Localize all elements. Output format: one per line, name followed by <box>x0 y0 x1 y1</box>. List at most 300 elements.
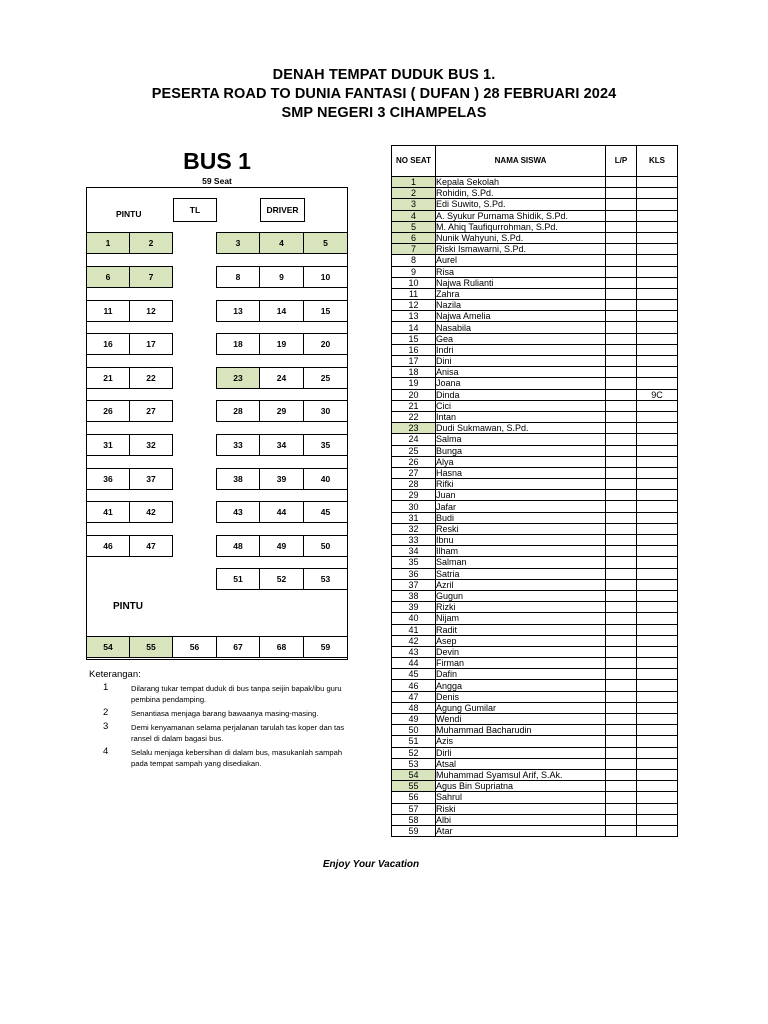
student-name-cell: Zahra <box>436 288 606 299</box>
seat-number-cell: 9 <box>392 266 436 277</box>
student-name-cell: A. Syukur Purnama Shidik, S.Pd. <box>436 210 606 221</box>
seat-number-cell: 29 <box>392 490 436 501</box>
class-cell <box>637 277 678 288</box>
gender-cell <box>606 613 637 624</box>
seat-number-cell: 42 <box>392 635 436 646</box>
gender-cell <box>606 221 637 232</box>
gender-cell <box>606 590 637 601</box>
class-cell <box>637 535 678 546</box>
student-name-cell: Dinda <box>436 389 606 400</box>
seat-number-cell: 14 <box>392 322 436 333</box>
class-cell <box>637 479 678 490</box>
seat-26: 26 <box>86 400 130 422</box>
note-number: 4 <box>103 746 109 757</box>
table-row <box>392 546 678 557</box>
student-name-cell: Ibnu <box>436 535 606 546</box>
seat-21: 21 <box>86 367 130 389</box>
student-name-cell: M. Ahiq Taufiqurrohman, S.Pd. <box>436 221 606 232</box>
class-cell <box>637 255 678 266</box>
class-cell <box>637 333 678 344</box>
class-cell <box>637 579 678 590</box>
class-cell <box>637 244 678 255</box>
table-row <box>392 423 678 434</box>
gender-cell <box>606 669 637 680</box>
seat-number-cell: 56 <box>392 792 436 803</box>
seat-number-cell: 16 <box>392 344 436 355</box>
gender-cell <box>606 378 637 389</box>
student-name-cell: Budi <box>436 512 606 523</box>
header-kls: KLS <box>637 146 678 177</box>
seat-17: 17 <box>129 333 173 355</box>
student-name-cell: Nijam <box>436 613 606 624</box>
seat-number-cell: 30 <box>392 501 436 512</box>
table-row <box>392 501 678 512</box>
seat-16: 16 <box>86 333 130 355</box>
gender-cell <box>606 300 637 311</box>
student-rows <box>392 177 678 837</box>
table-row <box>392 244 678 255</box>
gender-cell <box>606 557 637 568</box>
table-row <box>392 613 678 624</box>
table-row <box>392 288 678 299</box>
seat-55: 55 <box>129 636 173 658</box>
student-name-cell: Joana <box>436 378 606 389</box>
seat-67: 67 <box>216 636 260 658</box>
class-cell <box>637 758 678 769</box>
table-row <box>392 557 678 568</box>
class-cell <box>637 378 678 389</box>
class-cell <box>637 400 678 411</box>
seat-number-cell: 8 <box>392 255 436 266</box>
class-cell <box>637 769 678 780</box>
table-row <box>392 769 678 780</box>
gender-cell <box>606 434 637 445</box>
gender-cell <box>606 624 637 635</box>
gender-cell <box>606 579 637 590</box>
seat-31: 31 <box>86 434 130 456</box>
gender-cell <box>606 658 637 669</box>
seat-number-cell: 12 <box>392 300 436 311</box>
seat-number-cell: 4 <box>392 210 436 221</box>
class-cell <box>637 792 678 803</box>
student-name-cell: Aurel <box>436 255 606 266</box>
table-row <box>392 658 678 669</box>
seat-number-cell: 3 <box>392 199 436 210</box>
seat-number-cell: 57 <box>392 803 436 814</box>
class-cell <box>637 714 678 725</box>
seat-1: 1 <box>86 232 130 254</box>
seat-number-cell: 28 <box>392 479 436 490</box>
gender-cell <box>606 736 637 747</box>
seat-45: 45 <box>303 501 348 523</box>
seat-number-cell: 44 <box>392 658 436 669</box>
seat-38: 38 <box>216 468 260 490</box>
table-row <box>392 568 678 579</box>
seat-9: 9 <box>259 266 304 288</box>
student-name-cell: Denis <box>436 691 606 702</box>
class-cell <box>637 221 678 232</box>
student-name-cell: Firman <box>436 658 606 669</box>
seat-2: 2 <box>129 232 173 254</box>
seat-number-cell: 17 <box>392 356 436 367</box>
class-cell <box>637 311 678 322</box>
seat-49: 49 <box>259 535 304 557</box>
class-cell <box>637 423 678 434</box>
table-row <box>392 535 678 546</box>
class-cell <box>637 669 678 680</box>
class-cell <box>637 199 678 210</box>
seat-number-cell: 18 <box>392 367 436 378</box>
gender-cell <box>606 501 637 512</box>
table-row <box>392 445 678 456</box>
table-row <box>392 266 678 277</box>
seat-number-cell: 33 <box>392 535 436 546</box>
student-name-cell: Agung Gumilar <box>436 702 606 713</box>
table-row <box>392 781 678 792</box>
table-row <box>392 490 678 501</box>
class-cell <box>637 781 678 792</box>
seat-number-cell: 7 <box>392 244 436 255</box>
header-lp: L/P <box>606 146 637 177</box>
seat-number-cell: 32 <box>392 523 436 534</box>
seat-number-cell: 31 <box>392 512 436 523</box>
gender-cell <box>606 467 637 478</box>
gender-cell <box>606 244 637 255</box>
seat-number-cell: 25 <box>392 445 436 456</box>
seat-number-cell: 11 <box>392 288 436 299</box>
seat-number-cell: 48 <box>392 702 436 713</box>
seat-25: 25 <box>303 367 348 389</box>
seat-35: 35 <box>303 434 348 456</box>
student-name-cell: Agus Bin Supriatna <box>436 781 606 792</box>
seat-number-cell: 10 <box>392 277 436 288</box>
gender-cell <box>606 702 637 713</box>
student-name-cell: Sahrul <box>436 792 606 803</box>
seat-number-cell: 35 <box>392 557 436 568</box>
gender-cell <box>606 188 637 199</box>
seat-number-cell: 55 <box>392 781 436 792</box>
note-number: 1 <box>103 682 109 693</box>
student-name-cell: Devin <box>436 646 606 657</box>
class-cell <box>637 344 678 355</box>
student-name-cell: Radit <box>436 624 606 635</box>
seat-number-cell: 26 <box>392 456 436 467</box>
student-name-cell: Asep <box>436 635 606 646</box>
table-row <box>392 479 678 490</box>
seat-13: 13 <box>216 300 260 322</box>
header-title: DENAH TEMPAT DUDUK BUS 1. <box>272 67 496 83</box>
note-item <box>89 683 349 705</box>
seat-52: 52 <box>259 568 304 590</box>
table-row <box>392 255 678 266</box>
gender-cell <box>606 479 637 490</box>
student-name-cell: Reski <box>436 523 606 534</box>
seat-32: 32 <box>129 434 173 456</box>
seat-43: 43 <box>216 501 260 523</box>
student-name-cell: Risa <box>436 266 606 277</box>
student-name-cell: Bunga <box>436 445 606 456</box>
class-cell <box>637 467 678 478</box>
seat-39: 39 <box>259 468 304 490</box>
student-seat-table <box>391 145 678 837</box>
seat-number-cell: 49 <box>392 714 436 725</box>
table-row <box>392 825 678 836</box>
gender-cell <box>606 792 637 803</box>
student-name-cell: Dudi Sukmawan, S.Pd. <box>436 423 606 434</box>
student-name-cell: Rizki <box>436 602 606 613</box>
gender-cell <box>606 367 637 378</box>
student-name-cell: Edi Suwito, S.Pd. <box>436 199 606 210</box>
gender-cell <box>606 769 637 780</box>
front-door-label: PINTU <box>116 209 142 219</box>
class-cell <box>637 680 678 691</box>
seat-12: 12 <box>129 300 173 322</box>
table-row <box>392 434 678 445</box>
seat-number-cell: 37 <box>392 579 436 590</box>
table-row <box>392 456 678 467</box>
table-row <box>392 344 678 355</box>
table-row <box>392 624 678 635</box>
student-name-cell: Rohidin, S.Pd. <box>436 188 606 199</box>
seat-number-cell: 54 <box>392 769 436 780</box>
seat-19: 19 <box>259 333 304 355</box>
student-name-cell: Najwa Rulianti <box>436 277 606 288</box>
gender-cell <box>606 602 637 613</box>
seat-number-cell: 27 <box>392 467 436 478</box>
class-cell <box>637 411 678 422</box>
class-cell: 9C <box>637 389 678 400</box>
class-cell <box>637 747 678 758</box>
student-name-cell: Alya <box>436 456 606 467</box>
table-row <box>392 210 678 221</box>
seat-number-cell: 15 <box>392 333 436 344</box>
gender-cell <box>606 814 637 825</box>
class-cell <box>637 568 678 579</box>
class-cell <box>637 501 678 512</box>
class-cell <box>637 356 678 367</box>
seat-36: 36 <box>86 468 130 490</box>
note-text: Demi kenyamanan selama perjalanan tarulah tas koper dan tas ransel di dalam bagasi bus. <box>131 723 345 743</box>
table-row <box>392 467 678 478</box>
class-cell <box>637 288 678 299</box>
gender-cell <box>606 803 637 814</box>
table-row <box>392 378 678 389</box>
student-name-cell: Angga <box>436 680 606 691</box>
seat-number-cell: 38 <box>392 590 436 601</box>
student-name-cell: Intan <box>436 411 606 422</box>
student-name-cell: Gugun <box>436 590 606 601</box>
class-cell <box>637 546 678 557</box>
table-row <box>392 523 678 534</box>
student-name-cell: Jafar <box>436 501 606 512</box>
gender-cell <box>606 423 637 434</box>
class-cell <box>637 557 678 568</box>
seat-7: 7 <box>129 266 173 288</box>
table-row <box>392 277 678 288</box>
student-name-cell: Najwa Amelia <box>436 311 606 322</box>
header-nama-siswa: NAMA SISWA <box>436 146 606 177</box>
seat-number-cell: 47 <box>392 691 436 702</box>
table-row <box>392 177 678 188</box>
note-number: 3 <box>103 721 109 732</box>
class-cell <box>637 814 678 825</box>
student-name-cell: Atar <box>436 825 606 836</box>
seat-24: 24 <box>259 367 304 389</box>
seat-46: 46 <box>86 535 130 557</box>
table-row <box>392 736 678 747</box>
seat-56: 56 <box>172 636 217 658</box>
table-row <box>392 356 678 367</box>
gender-cell <box>606 568 637 579</box>
table-row <box>392 747 678 758</box>
seat-20: 20 <box>303 333 348 355</box>
student-name-cell: Hasna <box>436 467 606 478</box>
seat-number-cell: 23 <box>392 423 436 434</box>
gender-cell <box>606 344 637 355</box>
seat-number-cell: 36 <box>392 568 436 579</box>
table-row <box>392 322 678 333</box>
student-name-cell: Dirli <box>436 747 606 758</box>
student-name-cell: Riski <box>436 803 606 814</box>
table-row <box>392 646 678 657</box>
table-row <box>392 300 678 311</box>
note-text: Dilarang tukar tempat duduk di bus tanpa seijin bapak/ibu guru pembina pendamping. <box>131 684 342 704</box>
table-row <box>392 512 678 523</box>
gender-cell <box>606 714 637 725</box>
tl-seat: TL <box>173 198 217 222</box>
seat-53: 53 <box>303 568 348 590</box>
table-row <box>392 814 678 825</box>
header-no-seat: NO SEAT <box>392 146 436 177</box>
seat-23: 23 <box>216 367 260 389</box>
gender-cell <box>606 758 637 769</box>
class-cell <box>637 188 678 199</box>
seat-18: 18 <box>216 333 260 355</box>
gender-cell <box>606 199 637 210</box>
seat-number-cell: 50 <box>392 725 436 736</box>
table-row <box>392 188 678 199</box>
class-cell <box>637 658 678 669</box>
gender-cell <box>606 646 637 657</box>
class-cell <box>637 613 678 624</box>
gender-cell <box>606 400 637 411</box>
table-row <box>392 602 678 613</box>
class-cell <box>637 434 678 445</box>
gender-cell <box>606 311 637 322</box>
note-item <box>89 722 349 744</box>
gender-cell <box>606 177 637 188</box>
seat-5: 5 <box>303 232 348 254</box>
seat-8: 8 <box>216 266 260 288</box>
seat-33: 33 <box>216 434 260 456</box>
class-cell <box>637 825 678 836</box>
class-cell <box>637 177 678 188</box>
seat-11: 11 <box>86 300 130 322</box>
table-row <box>392 411 678 422</box>
table-row <box>392 792 678 803</box>
gender-cell <box>606 546 637 557</box>
gender-cell <box>606 356 637 367</box>
student-name-cell: Dini <box>436 356 606 367</box>
gender-cell <box>606 512 637 523</box>
student-name-cell: Rifki <box>436 479 606 490</box>
seat-37: 37 <box>129 468 173 490</box>
header-school: SMP NEGERI 3 CIHAMPELAS <box>281 105 487 121</box>
seat-number-cell: 20 <box>392 389 436 400</box>
seat-28: 28 <box>216 400 260 422</box>
gender-cell <box>606 445 637 456</box>
note-text: Selalu menjaga kebersihan di dalam bus, masukanlah sampah pada tempat sampah yang disediakan. <box>131 748 343 768</box>
gender-cell <box>606 411 637 422</box>
gender-cell <box>606 691 637 702</box>
class-cell <box>637 445 678 456</box>
table-row <box>392 714 678 725</box>
seat-number-cell: 24 <box>392 434 436 445</box>
seat-number-cell: 52 <box>392 747 436 758</box>
gender-cell <box>606 288 637 299</box>
table-row <box>392 367 678 378</box>
seat-27: 27 <box>129 400 173 422</box>
seat-number-cell: 43 <box>392 646 436 657</box>
student-name-cell: Gea <box>436 333 606 344</box>
gender-cell <box>606 635 637 646</box>
class-cell <box>637 691 678 702</box>
table-row <box>392 590 678 601</box>
seat-number-cell: 1 <box>392 177 436 188</box>
gender-cell <box>606 255 637 266</box>
table-row <box>392 669 678 680</box>
gender-cell <box>606 490 637 501</box>
table-row <box>392 758 678 769</box>
student-name-cell: Nazila <box>436 300 606 311</box>
seat-34: 34 <box>259 434 304 456</box>
seat-15: 15 <box>303 300 348 322</box>
table-row <box>392 702 678 713</box>
student-name-cell: Azril <box>436 579 606 590</box>
table-row <box>392 199 678 210</box>
gender-cell <box>606 725 637 736</box>
rear-door-label: PINTU <box>113 601 143 612</box>
gender-cell <box>606 523 637 534</box>
table-row <box>392 725 678 736</box>
gender-cell <box>606 535 637 546</box>
seat-42: 42 <box>129 501 173 523</box>
gender-cell <box>606 680 637 691</box>
class-cell <box>637 725 678 736</box>
student-name-cell: Wendi <box>436 714 606 725</box>
class-cell <box>637 702 678 713</box>
table-row <box>392 311 678 322</box>
seat-29: 29 <box>259 400 304 422</box>
student-name-cell: Juan <box>436 490 606 501</box>
gender-cell <box>606 781 637 792</box>
seat-3: 3 <box>216 232 260 254</box>
gender-cell <box>606 333 637 344</box>
note-item <box>89 747 349 769</box>
seat-47: 47 <box>129 535 173 557</box>
class-cell <box>637 367 678 378</box>
student-name-cell: Satria <box>436 568 606 579</box>
seat-41: 41 <box>86 501 130 523</box>
seat-48: 48 <box>216 535 260 557</box>
student-name-cell: Cici <box>436 400 606 411</box>
seat-number-cell: 39 <box>392 602 436 613</box>
notes-title: Keterangan: <box>89 669 141 680</box>
seat-10: 10 <box>303 266 348 288</box>
seat-number-cell: 51 <box>392 736 436 747</box>
header-event: PESERTA ROAD TO DUNIA FANTASI ( DUFAN ) 28 FEBRUARI 2024 <box>151 86 617 102</box>
student-name-cell: Nunik Wahyuni, S.Pd. <box>436 232 606 243</box>
